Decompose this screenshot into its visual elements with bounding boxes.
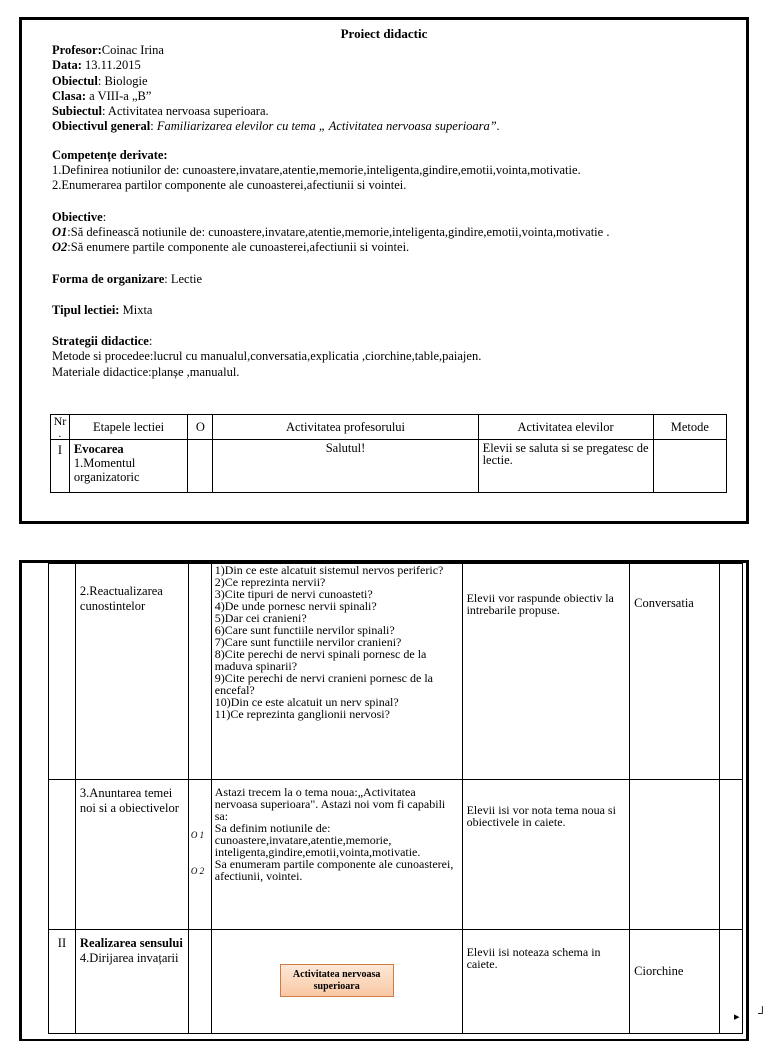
document-page-1 [20, 18, 748, 523]
row-o [188, 440, 213, 493]
row-o [188, 780, 211, 930]
obiectiv-2: O2:Să enumere partile componente ale cunoasterei,afectiunii si vointei. [52, 240, 410, 255]
obiectiv-general-line: Obiectivul general: Familiarizarea elevilor cu tema „ Activitatea nervoasa superioara”. [52, 119, 500, 134]
row-stage: 2.Reactualizarea cunostintelor [75, 564, 188, 780]
forma-organizare: Forma de organizare: Lectie [52, 271, 203, 286]
page-edge-arrow-icon: ▸ [734, 1011, 740, 1023]
question-6: 6)Care sunt functiile nervilor spinali? [214, 623, 395, 637]
question-2: 2)Ce reprezinta nervii? [214, 575, 326, 589]
row-o [188, 564, 211, 780]
row-nr: II [49, 930, 76, 1034]
question-11: 11)Ce reprezinta ganglionii nervosi? [214, 707, 390, 721]
obiectul-line: Obiectul: Biologie [52, 73, 148, 88]
document-page-2 [20, 561, 748, 1041]
header-activitatea-profesorului: Activitatea profesorului [213, 415, 478, 440]
clasa-line: Clasa: a VIII-a „B” [52, 88, 152, 103]
row-stage [75, 930, 188, 1034]
row-nr [49, 564, 76, 780]
header-etapele: Etapele lectiei [69, 415, 187, 440]
row-o [188, 930, 211, 1034]
table-header-row [51, 415, 727, 440]
row-nr: I [51, 440, 70, 493]
header-o: O [188, 415, 213, 440]
row-activitatea-profesorului [211, 930, 462, 1034]
row-stage: 3.Anuntarea temei noi si a obiectivelor [75, 780, 188, 930]
question-8: 8)Cite perechi de nervi spinali pornesc de la maduva spinarii? [214, 647, 427, 673]
question-1: 1)Din ce este alcatuit sistemul nervos periferic? [214, 563, 444, 577]
o1-marker: O 1 [190, 830, 205, 840]
tipul-lectiei: Tipul lectiei: Mixta [52, 302, 153, 317]
row-extra [720, 780, 743, 930]
document-title: Proiect didactic [340, 26, 428, 41]
stage-title: Realizarea sensului [79, 936, 183, 950]
page-edge-mark: ┘ [758, 1006, 767, 1020]
metode-line: Metode si procedee:lucrul cu manualul,conversatia,explicatia ,ciorchine,table,paiajen. [52, 349, 482, 364]
table-row [49, 780, 743, 930]
question-4: 4)De unde pornesc nervii spinali? [214, 599, 377, 613]
lesson-info [52, 43, 732, 380]
scheme-box: Activitatea nervoasa superioara [280, 964, 394, 997]
subiectul-line: Subiectul: Activitatea nervoasa superioara. [52, 104, 269, 119]
row-activitatea-elevilor: Elevii se saluta si se pregatesc de lectie. [478, 440, 653, 493]
obiectiv-1: O1:Să definească notiunile de: cunoastere,invatare,atentie,memorie,inteligenta,gindire,emotii,vointa,motivatie . [52, 224, 610, 239]
row-activitatea-profesorului [211, 780, 462, 930]
question-7: 7)Care sunt functiile nervilor cranieni? [214, 635, 402, 649]
prof-line-1: Astazi trecem la o tema noua:„Activitatea nervoasa superioara". Astazi noi vom fi capabili sa: [214, 785, 446, 823]
row-metode [653, 440, 726, 493]
prof-line-2: Sa definim notiunile de: cunoastere,invatare,atentie,memorie, inteligenta,gindire,emotii,vointa,motivatie. [214, 821, 421, 859]
question-3: 3)Cite tipuri de nervi cunoasteti? [214, 587, 373, 601]
competenta-1: 1.Definirea notiunilor de: cunoastere,invatare,atentie,memorie,inteligenta,gindire,emotii,vointa,motivatie. [52, 163, 581, 178]
row-activitatea-profesorului: Salutul! [213, 440, 478, 493]
row-activitatea-elevilor: Elevii isi noteaza schema in caiete. [462, 930, 630, 1034]
row-stage [69, 440, 187, 493]
row-metode: Ciorchine [630, 930, 720, 1034]
data-line: Data: 13.11.2015 [52, 58, 141, 73]
prof-line-3: Sa enumeram partile componente ale cunoasterei, afectiunii, vointei. [214, 857, 454, 883]
competenta-2: 2.Enumerarea partilor componente ale cunoasterei,afectiunii si vointei. [52, 178, 407, 193]
competente-title: Competențe derivate: [52, 147, 168, 162]
stage-text: 4.Dirijarea invațarii [79, 951, 179, 965]
row-metode: Conversatia [630, 564, 720, 780]
lesson-table-1 [50, 414, 727, 493]
row-metode [630, 780, 720, 930]
question-10: 10)Din ce este alcatuit un nerv spinal? [214, 695, 399, 709]
question-9: 9)Cite perechi de nervi cranieni pornesc de la encefal? [214, 671, 433, 697]
row-activitatea-elevilor: Elevii vor raspunde obiectiv la intrebarile propuse. [462, 564, 630, 780]
question-5: 5)Dar cei cranieni? [214, 611, 307, 625]
header-metode: Metode [653, 415, 726, 440]
row-activitatea-elevilor: Elevii isi vor nota tema noua si obiectivele in caiete. [462, 780, 630, 930]
row-activitatea-profesorului [211, 564, 462, 780]
row-nr [49, 780, 76, 930]
lesson-table-2 [48, 563, 743, 1034]
table-row [49, 564, 743, 780]
table-row [51, 440, 727, 493]
row-extra [720, 564, 743, 780]
header-nr: Nr . [51, 415, 70, 440]
profesor-line: Profesor:Coinac Irina [52, 43, 164, 57]
obiective-title: Obiective: [52, 209, 107, 224]
stage-text: 1.Momentul organizatoric [73, 456, 140, 484]
header-activitatea-elevilor: Activitatea elevilor [478, 415, 653, 440]
stage-title: Evocarea [73, 442, 124, 456]
o2-marker: O 2 [190, 866, 205, 876]
table-row [49, 930, 743, 1034]
materiale-line: Materiale didactice:planșe ,manualul. [52, 364, 240, 379]
strategii-title: Strategii didactice: [52, 334, 153, 349]
